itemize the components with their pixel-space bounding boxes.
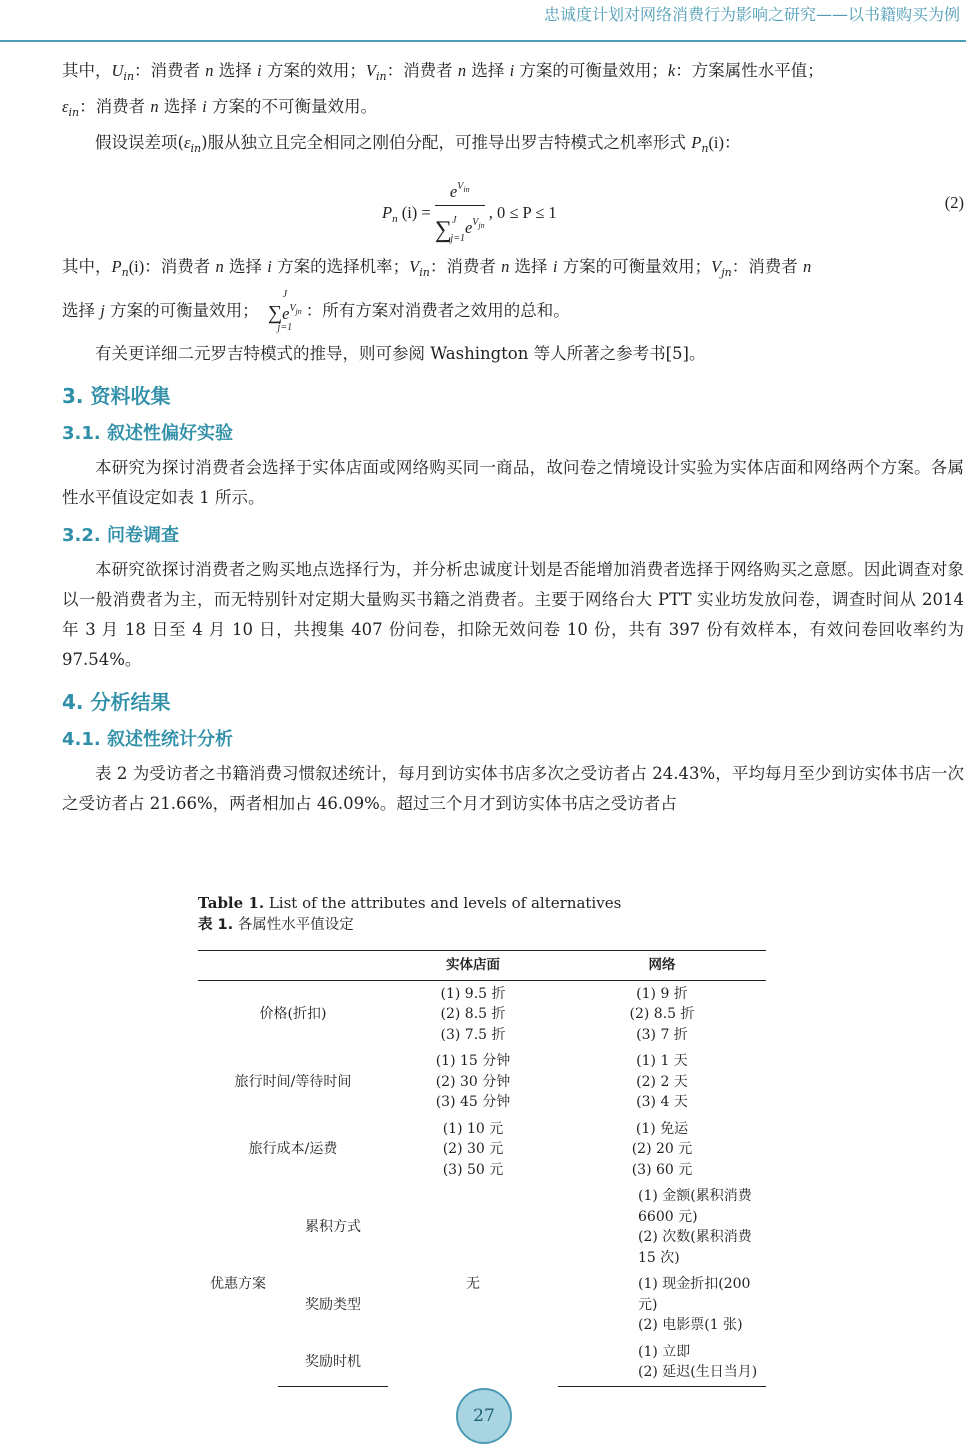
table-header-attr (198, 951, 388, 981)
equation-number: (2) (944, 193, 964, 212)
section-3-1-body: 本研究为探讨消费者会选择于实体店面或网络购买同一商品，故问卷之情境设计实验为实体店面和网络两个方案。各属性水平值设定如表 1 所示。 (62, 458, 964, 507)
running-title: 忠诚度计划对网络消费行为影响之研究——以书籍购买为例 (543, 5, 960, 24)
table-row: 价格(折扣) (1) 9.5 折 (2) 8.5 折 (3) 7.5 折 (1) 9 折 (2) 8.5 折 (3) 7 折 (259, 985, 695, 1043)
section-3-1-heading: 3.1. 叙述性偏好实验 (62, 423, 233, 444)
table-header-web: 网络 (558, 951, 766, 981)
sum-symbol: J $\sum e^{V_{jn}}$ j=1 (267, 289, 302, 333)
paragraph-probability-definitions: 其中，$P_n(i)$：消费者 n 选择 i 方案的选择机率；$V_{in}$：消费者 n 选择 i 方案的可衡量效用；$V_{jn}$：消费者 n 选择 j 方案的可衡量效用； J $\sum e^{V_{jn}}$ j=1 ：所有方案对消费者之效用的总和。 (62, 257, 812, 333)
paragraph-reference: 有关更详细二元罗吉特模式的推导，则可参阅 Washington 等人所著之参考书[5]。 (95, 344, 706, 363)
table-row: 奖励时机 (1) 立即 (2) 延迟(生日当月) (198, 1339, 766, 1387)
equation-2: $P_n$ (i) = $\frac{e^{V_{in}}}{\sum^J_{j=1}e^{V_{jn}}}$ , 0 ≤ P ≤ 1 (2) (62, 166, 964, 248)
section-3-2-heading: 3.2. 问卷调查 (62, 525, 179, 546)
table-row: 旅行成本/运费 (1) 10 元 (2) 30 元 (3) 50 元 (1) 免运 (2) 20 元 (3) 60 元 (248, 1120, 693, 1178)
section-4-heading: 4. 分析结果 (62, 690, 171, 714)
section-4-1-body: 表 2 为受访者之书籍消费习惯叙述统计，每月到访实体书店多次之受访者占 24.43%，平均每月至少到访实体书店一次之受访者占 21.66%，两者相加占 46.09%。超过三个月才到访实体书店之受访者占 (62, 764, 964, 813)
table-1-caption: Table 1. List of the attributes and levels of alternatives 表 1. 各属性水平值设定 (198, 894, 622, 933)
table-row: 旅行时间/等待时间 (1) 15 分钟 (2) 30 分钟 (3) 45 分钟 (1) 1 天 (2) 2 天 (3) 4 天 (234, 1053, 688, 1110)
page-number: 27 (456, 1388, 512, 1444)
page-header (0, 0, 966, 42)
main-content (62, 56, 964, 819)
section-3-2-body: 本研究欲探讨消费者之购买地点选择行为，并分析忠诚度计划是否能增加消费者选择于网络购买之意愿。因此调查对象以一般消费者为主，而无特别针对定期大量购买书籍之消费者。主要于网络台大 PTT 实业坊发放问卷，调查时间从 2014 年 3 月 18 日至 4 月 10 日，共搜集 407 份问卷，扣除无效问卷 10 份，共有 397 份有效样本，有效问卷回收率约为 97.54%。 (62, 560, 964, 669)
table-header-store: 实体店面 (388, 951, 558, 981)
section-3-heading: 3. 资料收集 (62, 384, 171, 408)
table-row: 奖励类型 (1) 现金折扣(200 元) (2) 电影票(1 张) (305, 1276, 751, 1333)
table-row: 优惠方案 累积方式 无 (1) 金额(累积消费 6600 元) (2) 次数(累积消费 15 次) (210, 1188, 752, 1293)
logit-fraction: $\frac{e^{V_{in}}}{\sum^J_{j=1}e^{V_{jn}}}$ (435, 174, 485, 254)
table-1 (198, 950, 766, 1387)
paragraph-utility-definitions: 其中，$U_{in}$：消费者 n 选择 i 方案的效用；$V_{in}$：消费者 n 选择 i 方案的可衡量效用；k：方案属性水平值； $\varepsilon_{in}$：消费者 n 选择 i 方案的不可衡量效用。 (62, 61, 824, 119)
section-4-1-heading: 4.1. 叙述性统计分析 (62, 729, 233, 750)
paragraph-error-assumption: 假设误差项$(\varepsilon_{in})$服从独立且完全相同之刚伯分配，可推导出罗吉特模式之机率形式 $P_n(i)$： (95, 133, 741, 155)
